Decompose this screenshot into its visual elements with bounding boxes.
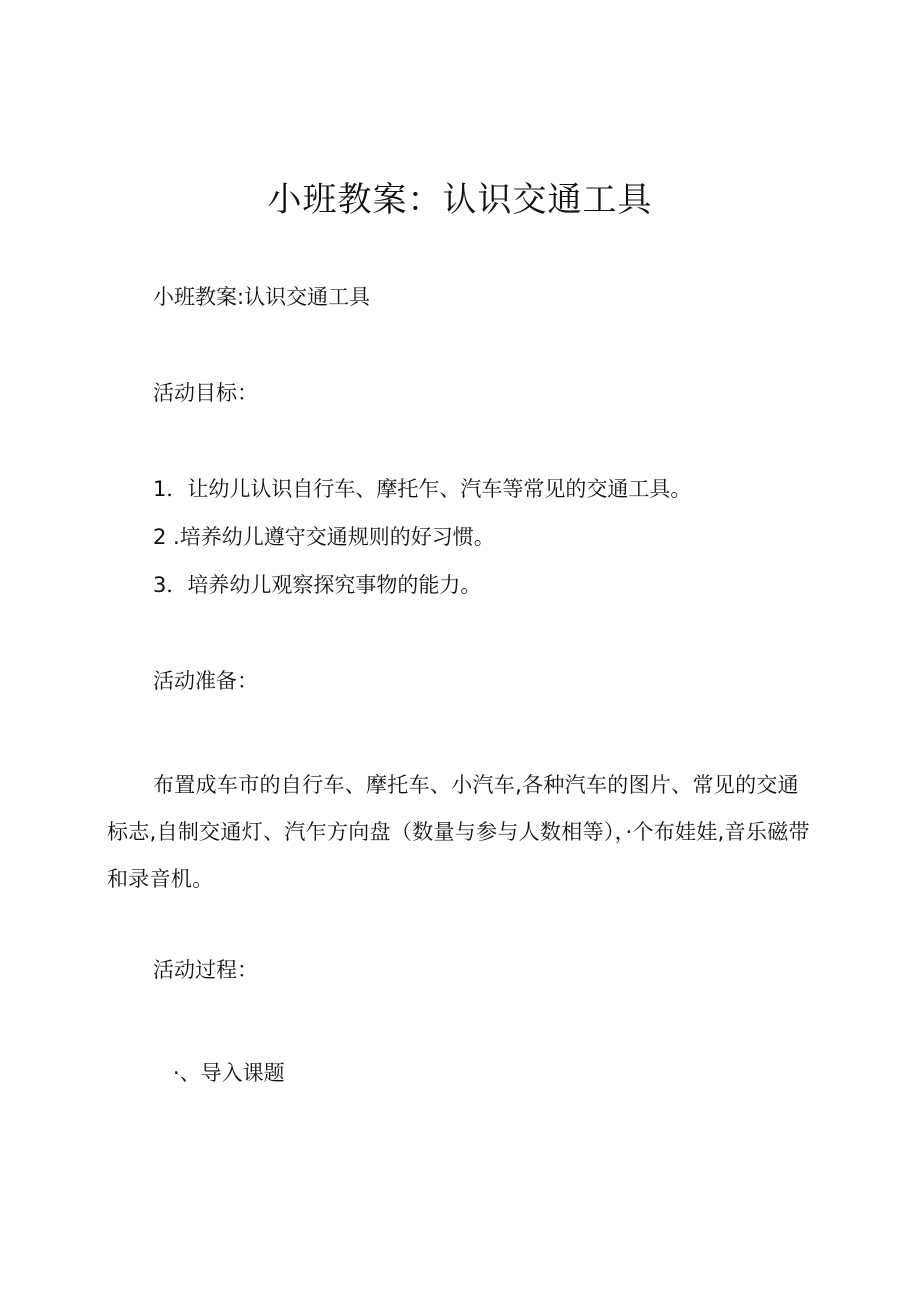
preparation-paragraph: 布置成车市的自行车、摩托车、小汽车,各种汽车的图片、常见的交通标志,自制交通灯、汽乍方向盘（数量与参与人数相等），·个布娃娃,音乐磁带和录音机。 xyxy=(107,773,810,891)
document-subtitle: 小班教案:认识交通工具 xyxy=(153,285,371,309)
preparation-heading: 活动准备： xyxy=(153,669,258,693)
goals-heading: 活动目标： xyxy=(153,381,258,405)
page-title: 小班教案：认识交通工具 xyxy=(267,180,653,220)
goal-item-1: 1．让幼儿认识自行车、摩托乍、汽车等常见的交通工具。 xyxy=(153,477,692,501)
process-step-1: ·、导入课题 xyxy=(173,1061,285,1085)
process-heading: 活动过程： xyxy=(153,958,258,982)
goal-item-3: 3．培养幼儿观察探究事物的能力。 xyxy=(153,573,482,597)
goal-item-2: 2 .培养幼儿遵守交通规则的好习惯。 xyxy=(153,525,495,549)
